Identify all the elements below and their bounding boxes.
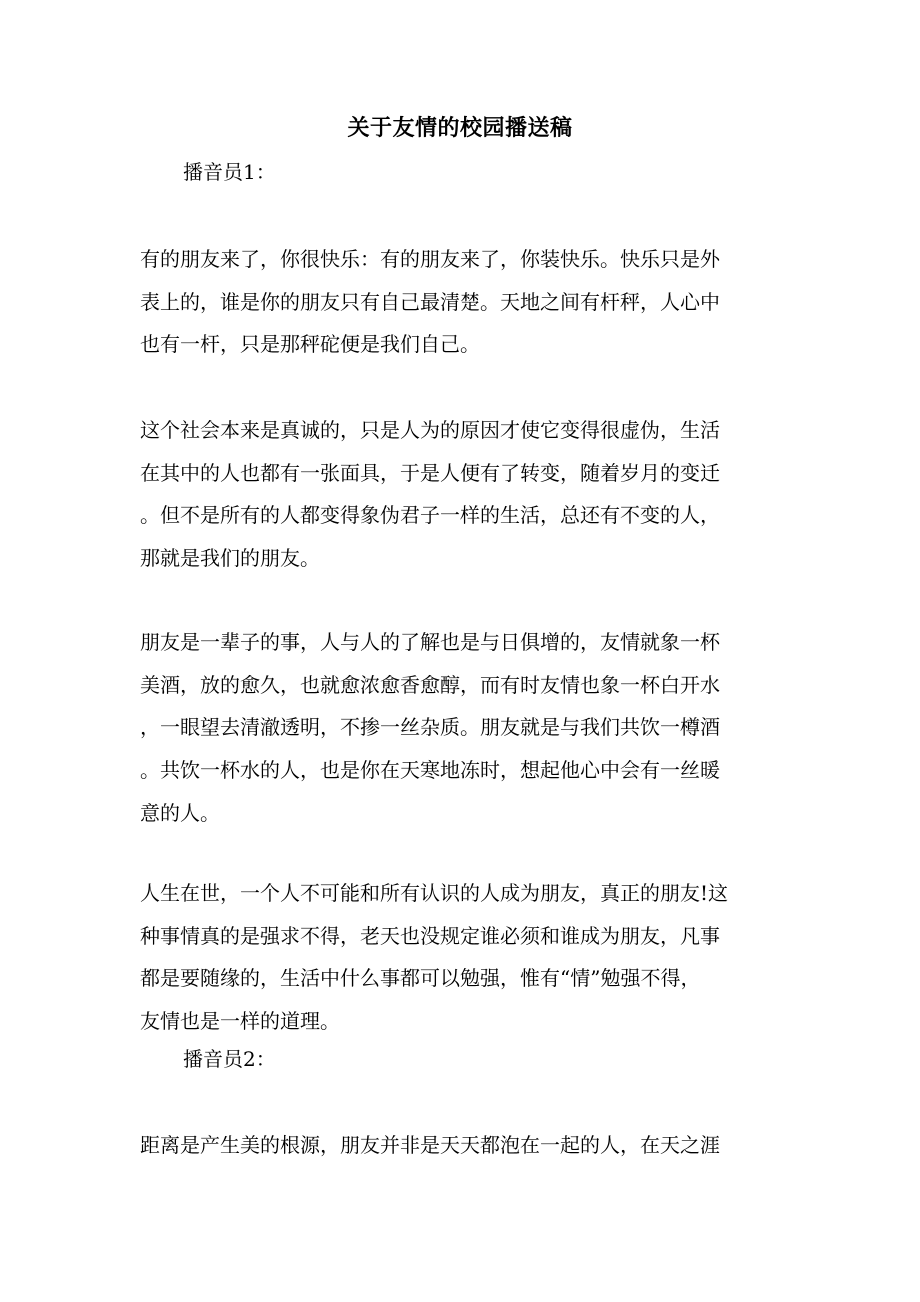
paragraph-line: 距离是产生美的根源，朋友并非是天天都泡在一起的人，在天之涯 bbox=[140, 1133, 720, 1157]
paragraph-line: 表上的，谁是你的朋友只有自己最清楚。天地之间有杆秤，人心中 bbox=[140, 289, 720, 314]
paragraph-line: 友情也是一样的道理。 bbox=[140, 1009, 340, 1034]
paragraph-3 bbox=[140, 621, 780, 835]
speaker-1-label: 播音员1： bbox=[183, 160, 276, 184]
paragraph-line: 都是要随缘的，生活中什么事都可以勉强，惟有“情”勉强不得， bbox=[140, 966, 701, 991]
paragraph-line: 这个社会本来是真诚的，只是人为的原因才使它变得很虚伪，生活 bbox=[140, 418, 720, 442]
paragraph-line: 朋友是一辈子的事，人与人的了解也是与日俱增的，友情就象一杯 bbox=[140, 630, 720, 654]
paragraph-4 bbox=[140, 872, 780, 1043]
paragraph-line: 在其中的人也都有一张面具，于是人便有了转变，随着岁月的变迁 bbox=[140, 460, 720, 485]
paragraph-line: 也有一杆，只是那秤砣便是我们自己。 bbox=[140, 332, 480, 357]
paragraph-line: 。但不是所有的人都变得象伪君子一样的生活，总还有不变的人， bbox=[140, 503, 720, 528]
paragraph-line: 。共饮一杯水的人，也是你在天寒地冻时，想起他心中会有一丝暖 bbox=[140, 758, 720, 783]
paragraph-line: 人生在世，一个人不可能和所有认识的人成为朋友，真正的朋友!这 bbox=[140, 881, 729, 905]
paragraph-1 bbox=[140, 238, 780, 366]
paragraph-5 bbox=[140, 1124, 780, 1167]
paragraph-2 bbox=[140, 409, 780, 580]
paragraph-line: 美酒，放的愈久，也就愈浓愈香愈醇，而有时友情也象一杯白开水 bbox=[140, 672, 720, 697]
speaker-2-label: 播音员2： bbox=[183, 1047, 276, 1071]
paragraph-line: ，一眼望去清澈透明，不掺一丝杂质。朋友就是与我们共饮一樽酒 bbox=[140, 715, 720, 740]
document-title: 关于友情的校园播送稿 bbox=[347, 115, 573, 141]
paragraph-line: 有的朋友来了，你很快乐：有的朋友来了，你装快乐。快乐只是外 bbox=[140, 247, 720, 271]
paragraph-line: 那就是我们的朋友。 bbox=[140, 546, 320, 571]
paragraph-line: 种事情真的是强求不得，老天也没规定谁必须和谁成为朋友，凡事 bbox=[140, 923, 720, 948]
paragraph-line: 意的人。 bbox=[140, 800, 220, 825]
